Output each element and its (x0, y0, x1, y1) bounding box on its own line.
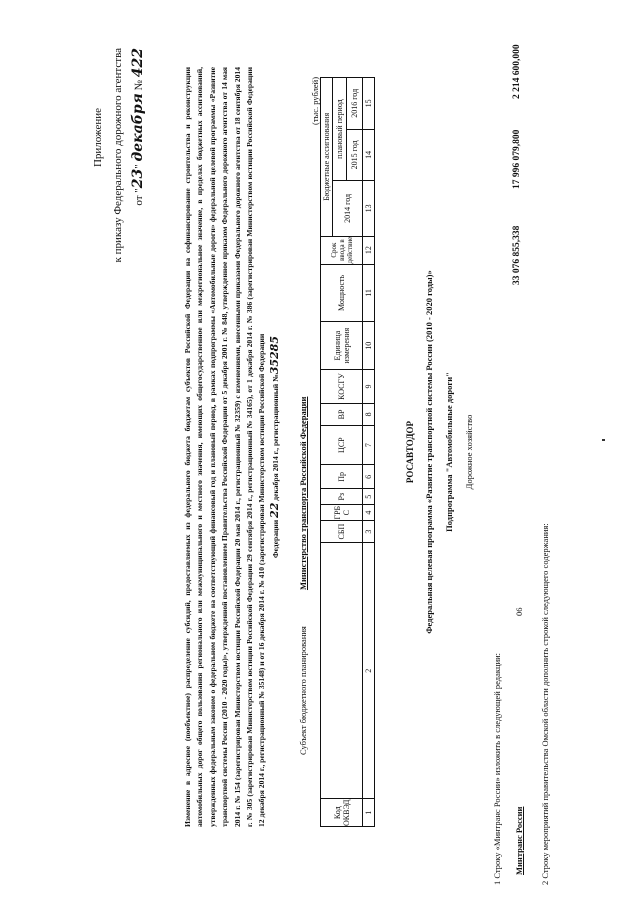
col-number: 7 (363, 425, 375, 465)
tail-day-handwritten: 22 (267, 502, 281, 518)
appendix-title: Приложение (92, 108, 104, 168)
scan-speck (602, 439, 605, 441)
total-2014: 33 076 855,338 (512, 225, 522, 285)
appendix-block (92, 48, 146, 378)
header-2016: 2016 год (347, 78, 363, 130)
col-number: 4 (363, 505, 375, 521)
preamble-tail-middle: декабря 2014 г., регистрационный № (270, 374, 280, 503)
date-prefix: от " (133, 188, 145, 206)
preamble-tail (269, 67, 282, 827)
col-number: 10 (363, 322, 375, 370)
header-plan-period: плановый период (333, 78, 347, 181)
agency-heading: РОСАВТОДОР (405, 420, 415, 484)
program-heading: Федеральная целевая программа «Развитие транспортной системы России (2010 - 2020 годы)» (424, 270, 434, 634)
preamble-paragraph (182, 67, 282, 827)
header-2014: 2014 год (333, 181, 363, 236)
header-2015: 2015 год (347, 129, 363, 181)
header-csr: ЦСР (321, 425, 363, 465)
col-number: 6 (363, 465, 375, 489)
col-number: 2 (363, 543, 375, 799)
header-budget: Бюджетные ассигнования (321, 78, 333, 237)
header-unit: Единица измерения (321, 322, 363, 370)
header-capacity: Мощность (321, 264, 363, 322)
units-label: (тыс. рублей) (310, 76, 320, 125)
preamble-tail-prefix: Федерации (270, 517, 280, 558)
header-name (321, 543, 363, 799)
date-month-handwritten: декабря (130, 93, 146, 162)
header-code-okved: Код ОКВЭД (321, 799, 363, 827)
row-name: Минтранс России (514, 806, 524, 875)
header-rz: Рз (321, 489, 363, 505)
col-number: 14 (363, 129, 375, 181)
budget-table (320, 77, 375, 827)
date-day-handwritten: 23 (130, 168, 146, 189)
col-number: 3 (363, 521, 375, 543)
number-prefix: № (133, 79, 145, 91)
subject-value: Министерство транспорта Российской Федерации (298, 396, 308, 591)
col-number: 13 (363, 181, 375, 236)
preamble-text: Изменение в адресное (пообъектное) распределение субсидий, предоставляемых из федерального бюджета бюджетам субъектов Российской Федерации на софинансирование строительства и реконструкции автомобильных дорог общего пользования регионального или межмуниципального и местного значения, имеющих общегосударственное или межрегиональное значение, в пределах бюджетных ассигнований, утвержденных федеральным законом о федеральном бюджете на соответствующий финансовый год и плановый период, в рамках подпрограммы «Автомобильные дороги» федеральной целевой программы «Развитие транспортной системы России (2010 - 2020 годы)», утвержденной постановлением Правительства Российской Федерации от 5 декабря 2001 г. № 848, утвержденное приказом Федерального дорожного агентства от 14 мая 2014 г. № 154 (зарегистрирован Министерством юстиции Российской Федерации 20 мая 2014 г., регистрационный № 32359) с изменениями, внесенными приказами Федерального дорожного агентства от 18 сентября 2014 г. № 305 (зарегистрирован Министерством юстиции Российской Федерации 29 сентября 2014 г., регистрационный № 34165), от 1 декабря 2014 г. № 386 (зарегистрирован Министерством юстиции Российской Федерации 12 декабря 2014 г., регистрационный № 35148) и от 16 декабря 2014 г. № 410 (зарегистрирован Министерством юстиции Российской Федерации (183, 67, 267, 827)
item-2-text: 2 Строку мероприятий правительства Омской области дополнить строкой следующего содержания: (540, 523, 550, 885)
col-number: 9 (363, 370, 375, 404)
header-sbp: СБП (321, 521, 363, 543)
total-2016: 2 214 600,000 (512, 44, 522, 99)
subprogram-heading: Подпрограмма "Автомобильные дороги" (444, 372, 454, 532)
total-2015: 17 996 079,800 (512, 129, 522, 189)
header-term: Срок ввода в действие (321, 236, 363, 264)
header-pr: Пр (321, 465, 363, 489)
order-number-handwritten: 422 (130, 48, 146, 78)
col-number: 15 (363, 78, 375, 130)
header-kosgu: КОСГУ (321, 370, 363, 404)
col-number: 5 (363, 489, 375, 505)
col-number: 12 (363, 236, 375, 264)
sector-heading: Дорожное хозяйство (464, 414, 474, 490)
row-code: 06 (514, 607, 524, 616)
col-number: 1 (363, 799, 375, 827)
tail-number-handwritten: 35285 (267, 336, 281, 375)
appendix-order-ref: к приказу Федерального дорожного агентства (112, 48, 124, 263)
header-grbs: ГРБ С (321, 505, 363, 521)
header-vr: ВР (321, 404, 363, 426)
col-number: 11 (363, 264, 375, 322)
appendix-date-line: от "23" декабря № 422 (130, 48, 146, 206)
col-number: 8 (363, 404, 375, 426)
subject-label: Субъект бюджетного планирования (298, 626, 308, 755)
item-1-text: 1 Строку «Минтранс России» изложить в следующей редакции: (492, 652, 502, 885)
subject-line (298, 255, 308, 755)
